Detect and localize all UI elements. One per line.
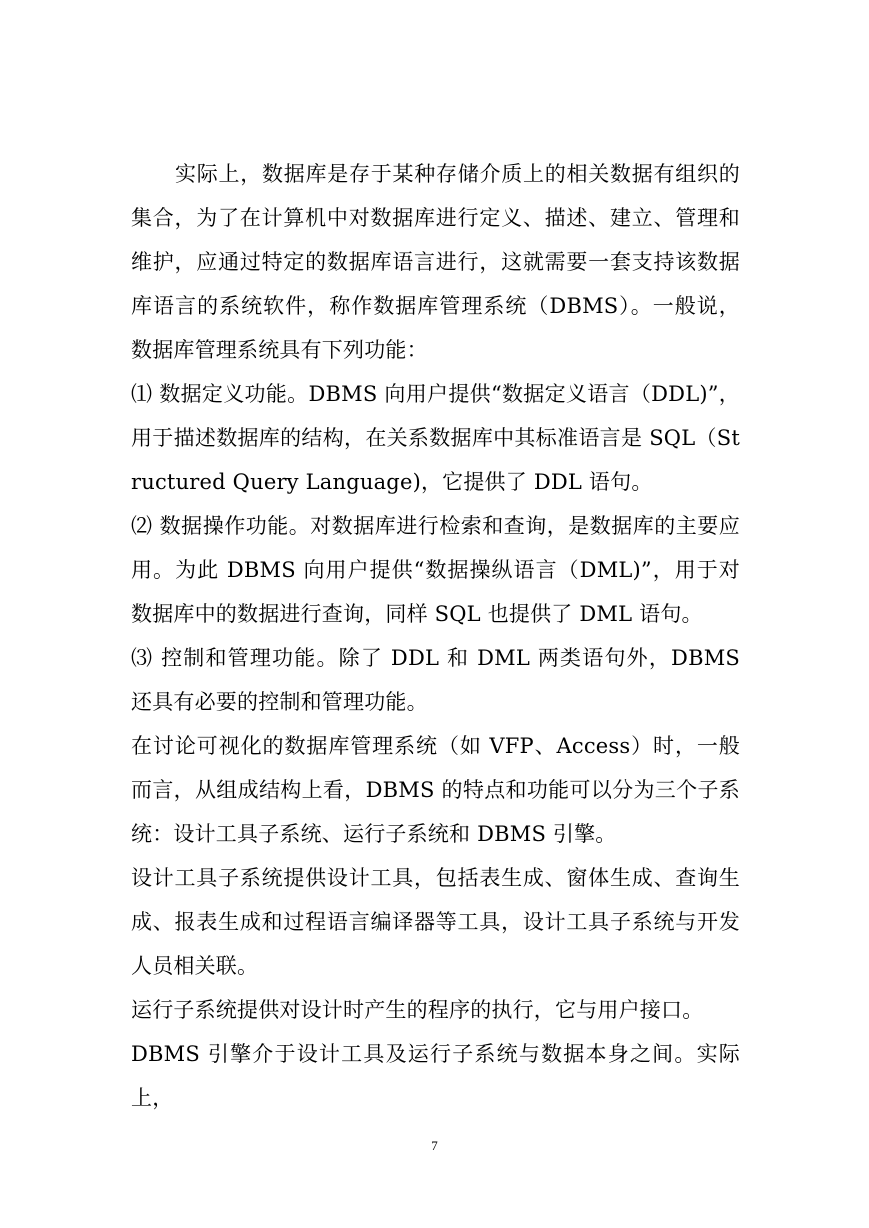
paragraph-design-tools: 设计工具子系统提供设计工具，包括表生成、窗体生成、查询生成、报表生成和过程语言编译器等工具，设计工具子系统与开发人员相关联。 [131,866,740,978]
paragraph-control-management: ⑶ 控制和管理功能。除了 DDL 和 DML 两类语句外，DBMS 还具有必要的控制和管理功能。 [131,646,740,714]
paragraph-data-manipulation: ⑵ 数据操作功能。对数据库进行检索和查询，是数据库的主要应用。为此 DBMS 向用户提供“数据操纵语言（DML)”，用于对数据库中的数据进行查询，同样 SQL 也提供了 DML 语句。 [131,514,740,626]
paragraph-runtime: 运行子系统提供对设计时产生的程序的执行，它与用户接口。 [131,998,704,1022]
paragraph-data-definition: ⑴ 数据定义功能。DBMS 向用户提供“数据定义语言（DDL)”，用于描述数据库的结构，在关系数据库中其标准语言是 SQL（Structured Query Language)，它提供了 DDL 语句。 [131,382,740,494]
paragraph-engine: DBMS 引擎介于设计工具及运行子系统与数据本身之间。实际上， [131,1042,740,1110]
document-body [131,152,740,1120]
paragraph-intro: 实际上，数据库是存于某种存储介质上的相关数据有组织的集合，为了在计算机中对数据库进行定义、描述、建立、管理和维护，应通过特定的数据库语言进行，这就需要一套支持该数据库语言的系统软件，称作数据库管理系统（DBMS）。一般说，数据库管理系统具有下列功能： [131,162,740,362]
page-number: 7 [431,1138,438,1153]
paragraph-subsystems: 在讨论可视化的数据库管理系统（如 VFP、Access）时，一般而言，从组成结构上看，DBMS 的特点和功能可以分为三个子系统：设计工具子系统、运行子系统和 DBMS 引擎。 [131,734,740,846]
